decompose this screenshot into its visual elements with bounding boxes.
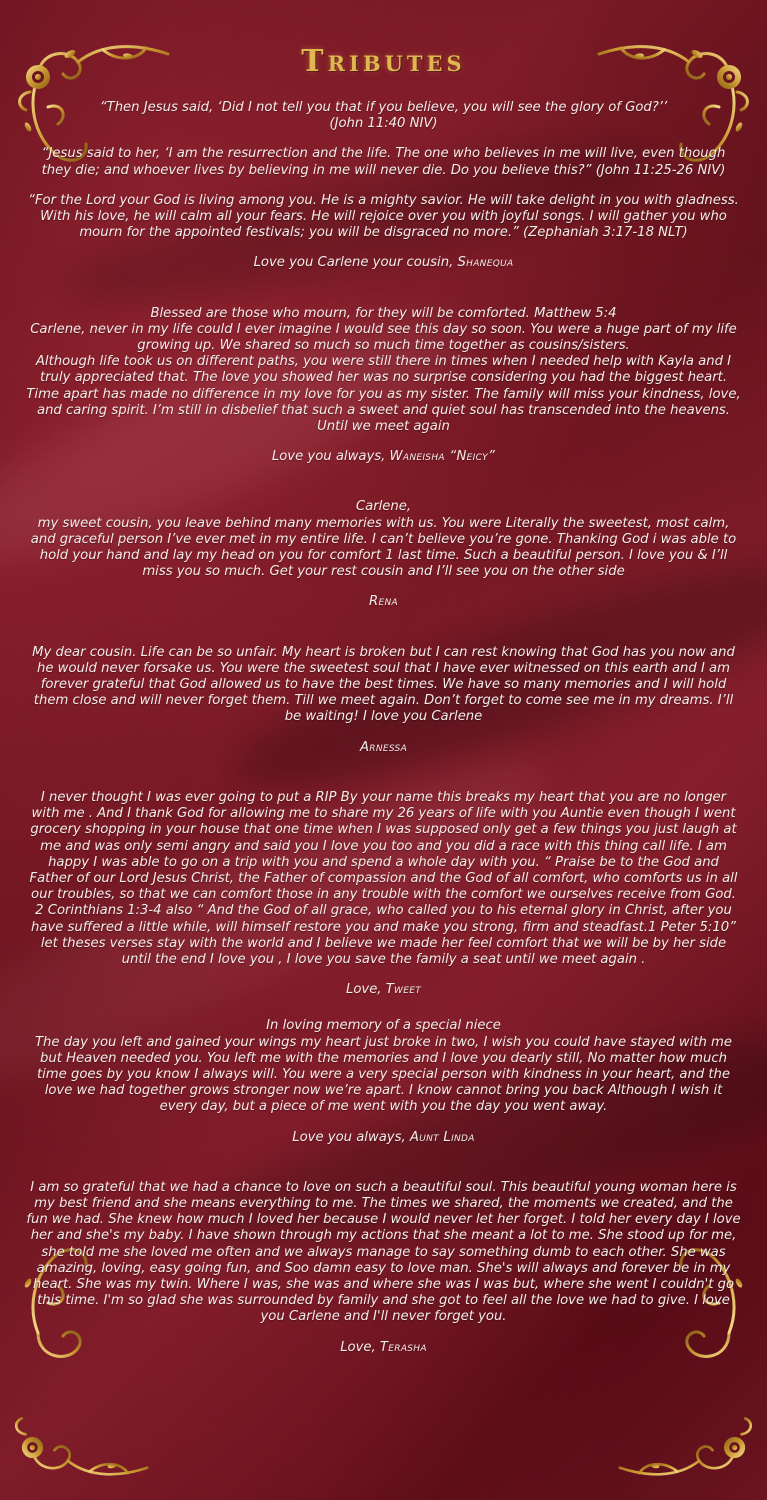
tribute-message: Blessed are those who mourn, for they will be comforted. Matthew 5:4 Carlene, never in my life could I ever imagine I would see this day so soon. You were a huge part of my life growing up. We shared so much so much time together as cousins/sisters. Although life took us on different paths, you were still there in times when I needed help with Kayla and I truly appreciated that. The love you showed her was no surprise considering you had the biggest heart. Time apart has made no difference in my love for you as my sister. The family will miss your kindness, love, and caring spirit. I’m still in disbelief that such a sweet and quiet soul has transcended into the heavens. Until we meet again (26, 305, 741, 435)
tribute-message: I am so grateful that we had a chance to love on such a beautiful soul. This beautiful young woman here is my best friend and she means everything to me. The times we shared, the moments we created, and the fun we had. She knew how much I loved her because I would never let her forget. I told her every day I love her and she's my baby. I have shown through my actions that she meant a lot to me. She stood up for me, she told me she loved me often and we always manage to say something dumb to each other. She was amazing, loving, easy going fun, and Soo damn easy to love man. She's will always and forever be in my heart. She was my twin. Where I was, she was and where she was I was but, where she went I couldn't go this time. I'm so glad she was surrounded by family and she got to feel all the love we had to give. I love you Carlene and I'll never forget you. (26, 1179, 741, 1325)
scripture-verse: “Then Jesus said, ‘Did I not tell you that if you believe, you will see the glory of God?’’ (John 11:40 NIV) (99, 100, 668, 132)
tribute-signature (26, 594, 741, 610)
tribute-author: Tweet (385, 982, 422, 998)
tribute-signature (26, 982, 741, 998)
tribute-closing: Love, (345, 982, 382, 998)
scripture-verse: “Jesus said to her, ‘I am the resurrection and the life. The one who believes in me will live, even though they die; and whoever lives by believing in me will never die. Do you believe this?” (John 11:25-26 NIV) (41, 146, 726, 178)
tribute-signature (26, 449, 741, 465)
tribute-author: Arnessa (359, 739, 408, 755)
tribute-closing: Love you Carlene your cousin, (253, 255, 454, 271)
tribute-signature (26, 740, 741, 756)
tribute-message: I never thought I was ever going to put a RIP By your name this breaks my heart that you are no longer with me . And I thank God for allowing me to share my 26 years of life with you Auntie even though I went grocery shopping in your house that one time when I was supposed only get a few things you just laugh at me and was only semi angry and said you I love you too and you did a race with this thing call life. I am happy I was able to go on a trip with you and spend a whole day with you. “ Praise be to the God and Father of our Lord Jesus Christ, the Father of compassion and the God of all comfort, who comforts us in all our troubles, so that we can comfort those in any trouble with the comfort we ourselves receive from God. 2 Corinthians 1:3-4 also “ And the God of all grace, who called you to his eternal glory in Christ, after you have suffered a little while, will himself restore you and make you strong, firm and steadfast.1 Peter 5:10” let theses verses stay with the world and I believe we made her feel comfort that we will be by her side until the end I love you , I love you save the family a seat until we meet again . (29, 789, 738, 967)
tribute-signature (26, 1130, 741, 1146)
tribute-author: Terasha (379, 1339, 427, 1355)
page-title: Tributes (301, 44, 466, 79)
gold-rose-ornament-bottom-right (611, 1346, 761, 1496)
tribute-author: Aunt Linda (409, 1129, 475, 1145)
tribute-signature (26, 1340, 741, 1356)
tribute-closing: Love you always, (271, 449, 386, 465)
tribute-message: Carlene, my sweet cousin, you leave behind many memories with us. You were Literally the sweetest, most calm, and graceful person I’ve ever met in my entire life. I can’t believe you’re gone. Thanking God i was able to hold your hand and lay my head on you for comfort 1 last time. Such a beautiful person. I love you & I’ll miss you so much. Get your rest cousin and I’ll see you on the other side (30, 499, 737, 580)
scripture-verse: “For the Lord your God is living among you. He is a mighty savior. He will take delight in you with gladness. With his love, he will calm all your fears. He will rejoice over you with joyful songs. I will gather you who mourn for the appointed festivals; you will be disgraced no more.” (Zephaniah 3:17-18 NLT) (28, 192, 739, 241)
tribute-author: Rena (369, 594, 398, 610)
gold-rose-ornament-bottom-left (6, 1346, 156, 1496)
tribute-closing: Love you always, (292, 1129, 406, 1145)
tribute-author: Shanequa (457, 255, 514, 271)
tributes-content (26, 100, 741, 1356)
tribute-message: My dear cousin. Life can be so unfair. My heart is broken but I can rest knowing that God has you now and he would never forsake us. You were the sweetest soul that I have ever witnessed on this earth and I am forever grateful that God allowed us to have the best times. We have so many memories and I will hold them close and will never forget them. Till we meet again. Don’t forget to come see me in my dreams. I’ll be waiting! I love you Carlene (32, 644, 735, 725)
tribute-closing: Love, (340, 1339, 376, 1355)
tribute-message: In loving memory of a special niece The day you left and gained your wings my heart just broke in two, I wish you could have stayed with me but Heaven needed you. You left me with the memories and I love you dearly still, No matter how much time goes by you know I always will. You were a very special person with kindness in your heart, and the love we had together grows stronger now we’re apart. I know cannot bring you back Although I wish it every day, but a piece of me went with you the day you went away. (34, 1018, 733, 1115)
tribute-signature (26, 255, 741, 271)
tribute-author: Waneisha “Neicy” (389, 449, 496, 465)
